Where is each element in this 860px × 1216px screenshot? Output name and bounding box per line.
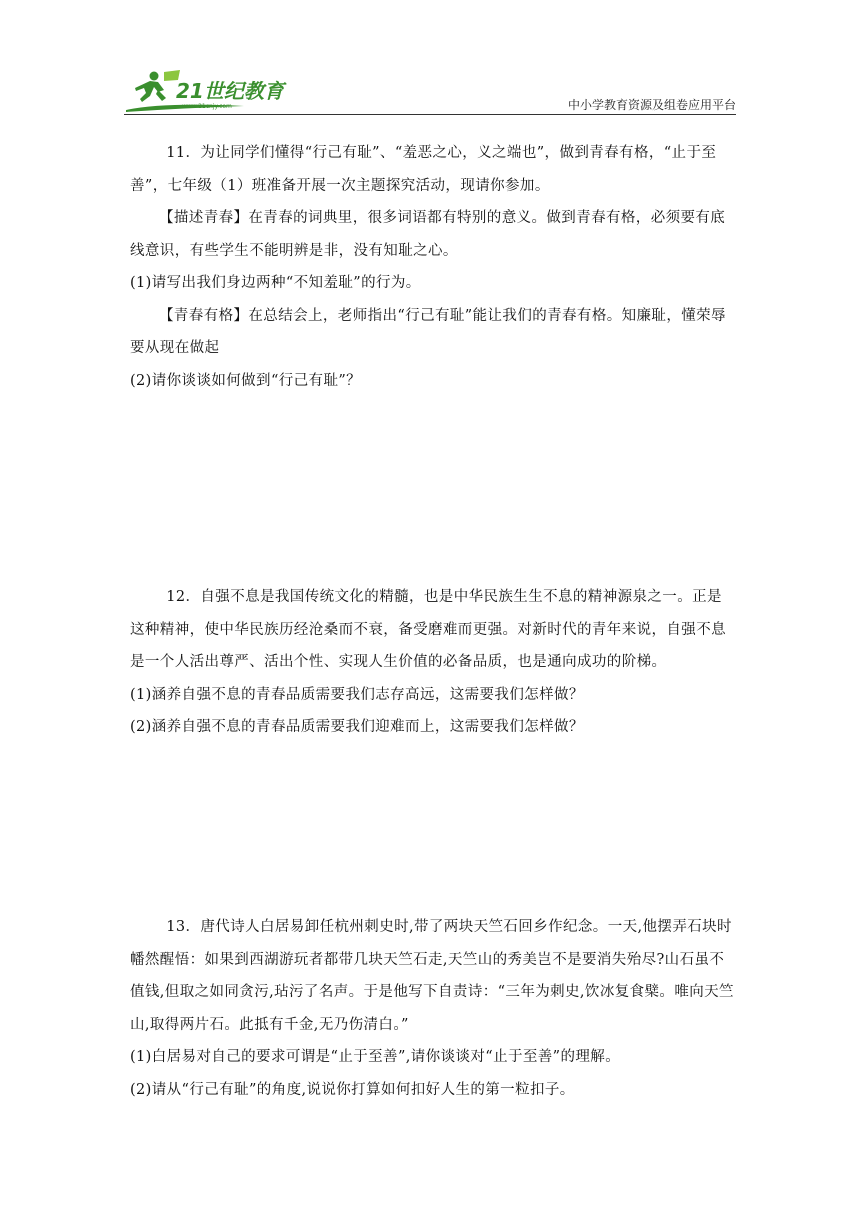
- q11-sub1: (1)请写出我们身边两种“不知羞耻”的行为。: [130, 275, 421, 291]
- q11-youth: 【青春有格】在总结会上，老师指出“行己有耻”能让我们的青春有格。知廉耻，懂荣辱要从现在做起: [130, 307, 726, 356]
- header-divider: [124, 114, 736, 115]
- q11-describe: 【描述青春】在青春的词典里，很多词语都有特别的意义。做到青春有格，必须要有底线意识，有些学生不能明辨是非，没有知耻之心。: [130, 210, 726, 259]
- question-12: [130, 581, 734, 744]
- q13-sub1: (1)白居易对自己的要求可谓是“止于至善”,请你谈谈对“止于至善”的理解。: [130, 1049, 621, 1065]
- q13-stem: 13．唐代诗人白居易卸任杭州刺史时,带了两块天竺石回乡作纪念。一天,他摆弄石块时幡然醒悟：如果到西湖游玩者都带几块天竺石走,天竺山的秀美岂不是要消失殆尽?山石虽不值钱,但取之如同贪污,玷污了名声。于是他写下自责诗：“三年为刺史,饮冰复食檗。唯向天竺山,取得两片石。此抵有千金,无乃伤清白。”: [130, 919, 734, 1033]
- question-13: [130, 911, 734, 1106]
- platform-name: 中小学教育资源及组卷应用平台: [567, 98, 736, 112]
- q12-sub1: (1)涵养自强不息的青春品质需要我们志存高远，这需要我们怎样做？: [130, 686, 584, 703]
- q11-sub2: (2)请你谈谈如何做到“行己有耻”？: [130, 372, 362, 389]
- q13-sub2: (2)请从“行己有耻”的角度,说说你打算如何扣好人生的第一粒扣子。: [130, 1081, 575, 1098]
- logo-21cnjy: [124, 66, 294, 114]
- q11-stem: 11．为让同学们懂得“行己有耻”、“羞恶之心，义之端也”，做到青春有格，“止于至善”，七年级（1）班准备开展一次主题探究活动，现请你参加。: [130, 145, 717, 194]
- question-11: [130, 137, 734, 397]
- q12-stem: 12．自强不息是我国传统文化的精髓，也是中华民族生生不息的精神源泉之一。正是这种精神，使中华民族历经沧桑而不衰，备受磨难而更强。对新时代的青年来说，自强不息是一个人活出尊严、活出个性、实现人生价值的必备品质，也是通向成功的阶梯。: [130, 589, 726, 670]
- q12-sub2: (2)涵养自强不息的青春品质需要我们迎难而上，这需要我们怎样做？: [130, 719, 584, 735]
- logo-url: www.21cnjy.com: [182, 103, 232, 110]
- logo-text: 21世纪教育: [176, 79, 284, 103]
- page-header: [124, 66, 736, 116]
